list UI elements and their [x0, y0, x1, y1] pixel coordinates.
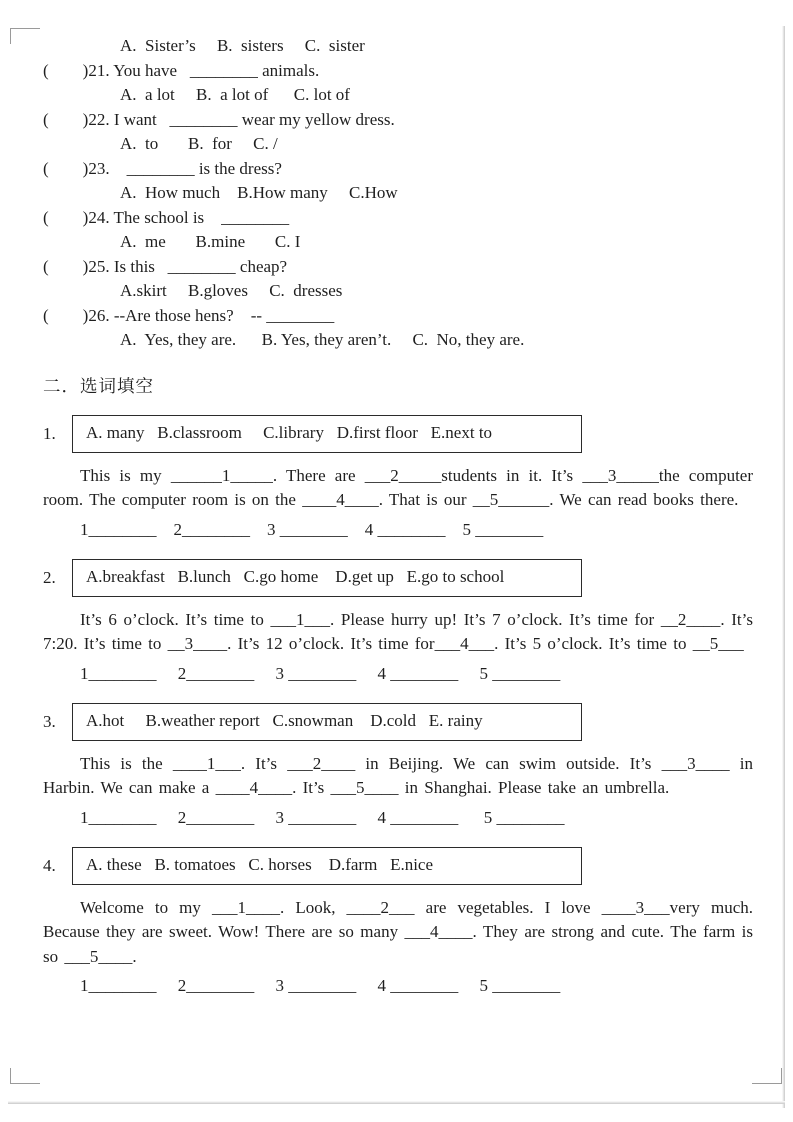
cloze-passage: It’s 6 o’clock. It’s time to ___1___. Please hurry up! It’s 7 o’clock. It’s time for __2____. It’s 7:20. It’s time to __3____. It’s 12 o’clock. It’s time for___4___. It’s 5 o’clock. It’s time to __5___ [43, 609, 753, 653]
mc-options-line: A. to B. for C. / [120, 134, 278, 153]
exercise-3 [43, 703, 753, 830]
word-bank-box: A. these B. tomatoes C. horses D.farm E.nice [72, 847, 582, 885]
exercise-4 [43, 847, 753, 999]
scan-page-edge-right [782, 26, 785, 1108]
answer-blanks-line: 1________ 2________ 3 ________ 4 ________ 5 ________ [80, 519, 544, 539]
mc-question-line: ( )22. I want ________ wear my yellow dress. [43, 109, 395, 129]
mc-question-line: ( )26. --Are those hens? -- ________ [43, 305, 335, 325]
mc-options-line: A. a lot B. a lot of C. lot of [120, 85, 350, 104]
exercise-number: 4. [43, 855, 56, 875]
mc-question-line: ( )21. You have ________ animals. [43, 60, 320, 80]
exercise-number: 3. [43, 711, 56, 731]
answer-blanks-line: 1________ 2________ 3 ________ 4 ________ 5 ________ [80, 807, 565, 827]
mc-question-line: ( )23. ________ is the dress? [43, 158, 282, 178]
answer-blanks-line: 1________ 2________ 3 ________ 4 ________ 5 ________ [80, 663, 561, 683]
page-content [43, 34, 753, 999]
exercise-3-header [43, 703, 753, 741]
exercise-2 [43, 559, 753, 686]
word-bank-box: A.hot B.weather report C.snowman D.cold E. rainy [72, 703, 582, 741]
mc-options-line: A. Sister’s B. sisters C. sister [120, 36, 365, 55]
scan-page-edge-bottom [8, 1101, 785, 1104]
mc-question-line: ( )25. Is this ________ cheap? [43, 256, 288, 276]
answer-blanks-line: 1________ 2________ 3 ________ 4 ________ 5 ________ [80, 976, 561, 995]
cloze-passage: This is my ______1_____. There are ___2_____students in it. It’s ___3_____the computer room. The computer room is on the ____4____. That is our __5______. We can read books there. [43, 465, 753, 509]
cloze-passage: Welcome to my ___1____. Look, ____2___ are vegetables. I love ____3___very much. Because they are sweet. Wow! There are so many ___4____. They are strong and cute. The farm is so ___5____. [43, 897, 753, 966]
scan-crop-mark-bottom-right [752, 1068, 782, 1084]
mc-options-line: A. me B.mine C. I [120, 232, 301, 251]
mc-options-line: A. Yes, they are. B. Yes, they aren’t. C. No, they are. [120, 330, 525, 349]
word-bank-box: A.breakfast B.lunch C.go home D.get up E.go to school [72, 559, 582, 597]
exercise-2-header [43, 559, 753, 597]
exercise-number: 1. [43, 423, 56, 443]
exercise-4-header [43, 847, 753, 885]
exercise-number: 2. [43, 567, 56, 587]
exercise-1 [43, 415, 753, 542]
cloze-passage: This is the ____1___. It’s ___2____ in Beijing. We can swim outside. It’s ___3____ in Harbin. We can make a ____4____. It’s ___5____ in Shanghai. Please take an umbrella. [43, 753, 753, 797]
section-title: 二．选词填空 [43, 375, 154, 396]
scan-crop-mark-bottom-left [10, 1068, 40, 1084]
mc-question-line: ( )24. The school is ________ [43, 207, 290, 227]
mc-options-line: A. How much B.How many C.How [120, 183, 398, 202]
multiple-choice-section [43, 34, 753, 353]
exercise-1-header [43, 415, 753, 453]
word-bank-box: A. many B.classroom C.library D.first floor E.next to [72, 415, 582, 453]
scan-crop-mark-top-left [10, 28, 40, 44]
mc-options-line: A.skirt B.gloves C. dresses [120, 281, 343, 300]
